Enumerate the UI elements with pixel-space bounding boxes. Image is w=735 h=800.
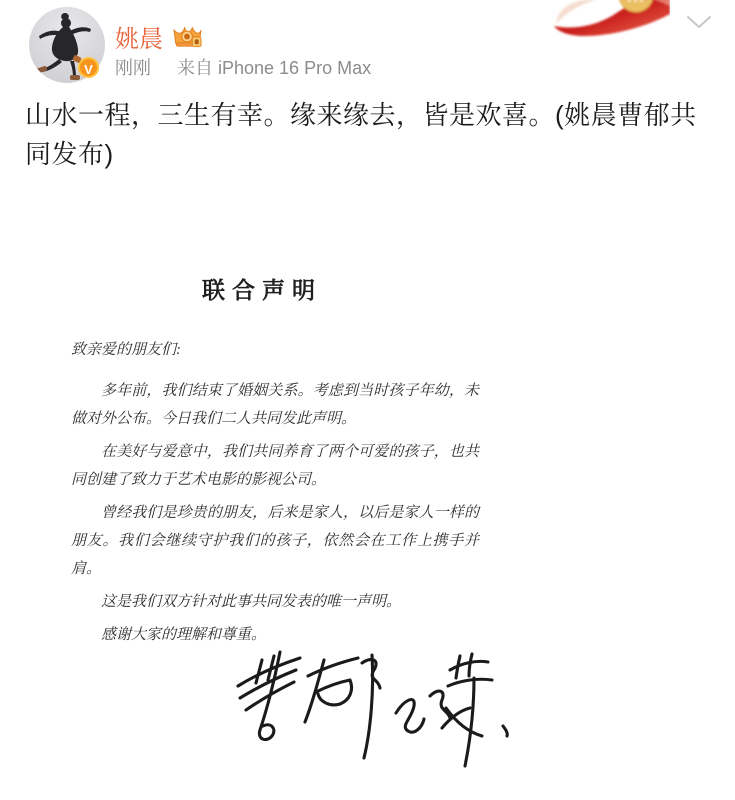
avatar[interactable] <box>29 7 105 83</box>
red-national-badge-decoration <box>552 0 670 38</box>
signatures <box>216 634 518 786</box>
author-username[interactable]: 姚晨 <box>115 26 163 53</box>
chevron-down-icon <box>686 15 712 29</box>
vip-crown-icon[interactable] <box>172 23 203 51</box>
statement-paragraph: 曾经我们是珍贵的朋友，后来是家人，以后是家人一样的朋友。我们会继续守护我们的孩子，依然会在工作上携手并肩。 <box>71 505 479 577</box>
statement-body <box>71 336 479 654</box>
statement-title: 联合声明 <box>202 278 322 303</box>
signature-cao-yu <box>238 652 380 758</box>
statement-paragraph: 这是我们双方针对此事共同发表的唯一声明。 <box>101 594 402 610</box>
post-source[interactable]: 来自 iPhone 16 Pro Max <box>177 58 372 78</box>
author-name-row <box>115 19 203 54</box>
statement-paragraph: 在美好与爱意中，我们共同养育了两个可爱的孩子，也共同创建了致力于艺术电影的影视公司。 <box>71 444 479 488</box>
statement-paragraph: 感谢大家的理解和尊重。 <box>101 627 267 643</box>
signature-yao-chen <box>396 654 507 766</box>
post-text: 山水一程，三生有幸。缘来缘去，皆是欢喜。(姚晨曹郁共同发布) <box>25 100 697 169</box>
post-meta <box>115 54 371 80</box>
statement-salutation: 致亲爱的朋友们: <box>71 342 181 358</box>
post-menu-button[interactable] <box>678 6 720 38</box>
post-timestamp: 刚刚 <box>115 58 151 78</box>
statement-image[interactable] <box>0 190 735 800</box>
verified-v-badge: V <box>78 57 99 78</box>
statement-paragraph: 多年前，我们结束了婚姻关系。考虑到当时孩子年幼，未做对外公布。今日我们二人共同发此声明。 <box>71 383 479 427</box>
